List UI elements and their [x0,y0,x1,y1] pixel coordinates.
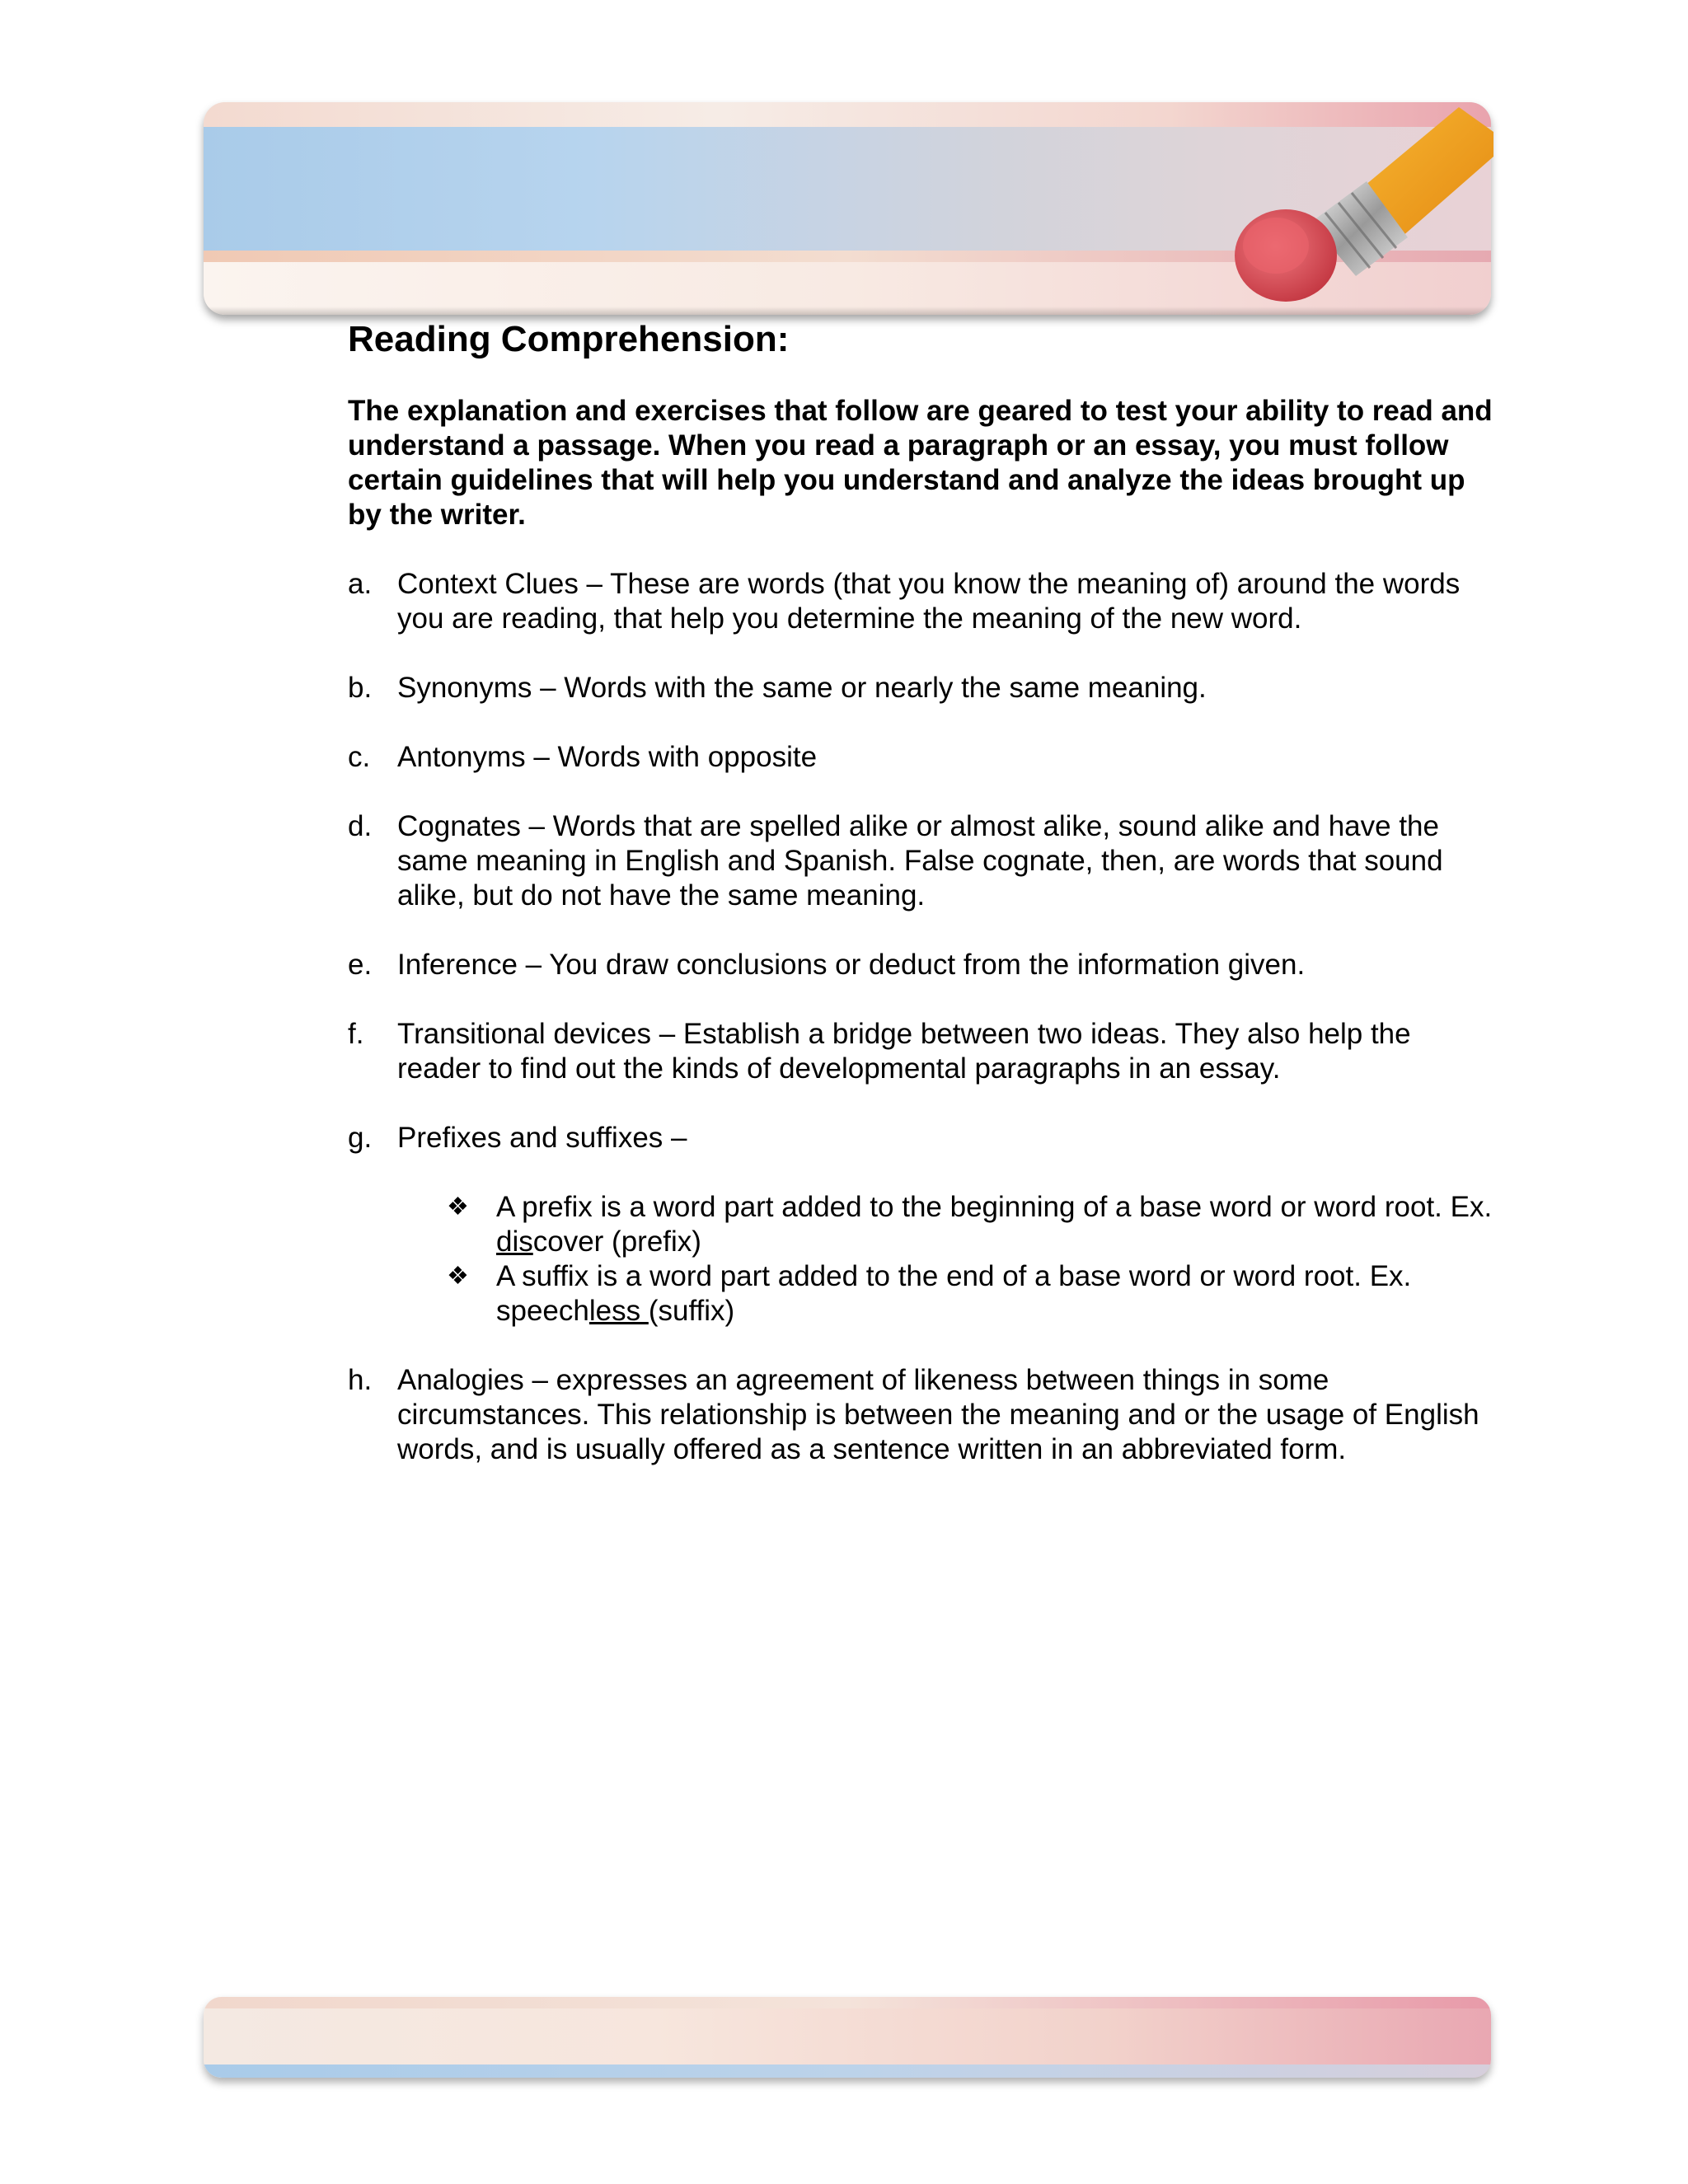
list-item-synonyms [348,671,1502,705]
terms-list [348,567,1502,1467]
intro-paragraph: The explanation and exercises that follow are geared to test your ability to read and understand a passage. When you read a paragraph or an essay, you must follow certain guidelines that will help you understand and analyze the ideas brought up by the writer. [348,395,1493,531]
list-item-context-clues [348,567,1502,636]
document-body [348,313,1502,1502]
term-text: Antonyms – Words with opposite [397,741,818,773]
list-marker: b. [348,672,373,704]
footer-band-blue [204,2064,1491,2078]
list-marker: c. [348,741,371,773]
list-item-cognates [348,809,1502,913]
affix-sub-list [447,1190,1502,1329]
list-item-prefixes-suffixes [348,1121,1502,1329]
list-marker: a. [348,568,373,600]
term-text: Analogies – expresses an agreement of likeness between things in some circumstances. This relationship is between the meaning and or the usage of English words, and is usually offered as a sentence written in an abbreviated form. [397,1364,1479,1465]
term-text: Transitional devices – Establish a bridge between two ideas. They also help the reader to find out the kinds of developmental paragraphs in an essay. [397,1018,1411,1085]
sub-item-suffix [447,1259,1502,1329]
affix-text-rest: cover (prefix) [532,1226,701,1258]
sub-item-prefix [447,1190,1502,1259]
underlined-word-part: dis [496,1226,533,1258]
page-title: Reading Comprehension: [348,319,790,359]
term-text: Prefixes and suffixes – [397,1122,687,1154]
term-text: Inference – You draw conclusions or deduct from the information given. [397,949,1306,981]
list-marker: f. [348,1018,364,1050]
list-item-transitional-devices [348,1017,1502,1086]
list-marker: e. [348,949,373,981]
underlined-word-part: less [588,1295,649,1327]
footer-band-top [204,1997,1491,2008]
diamond-bullet-icon: ❖ [447,1193,469,1221]
diamond-bullet-icon: ❖ [447,1263,469,1290]
list-marker: d. [348,810,373,842]
affix-text-lead: A suffix is a word part added to the end of a base word or word root. Ex. speech [496,1260,1412,1327]
affix-text-rest: (suffix) [648,1295,735,1327]
list-marker: g. [348,1122,373,1154]
list-item-analogies [348,1363,1502,1467]
list-marker: h. [348,1364,373,1396]
term-text: Cognates – Words that are spelled alike or almost alike, sound alike and have the same meaning in English and Spanish. False cognate, then, are words that sound alike, but do not have the same meaning. [397,810,1443,912]
pencil-eraser-icon [1187,99,1500,313]
term-text: Context Clues – These are words (that you know the meaning of) around the words you are reading, that help you determine the meaning of the new word. [397,568,1461,635]
footer-banner [204,1997,1491,2078]
list-item-antonyms [348,740,1502,775]
affix-text-lead: A prefix is a word part added to the beginning of a base word or word root. Ex. [496,1191,1493,1223]
term-text: Synonyms – Words with the same or nearly the same meaning. [397,672,1207,704]
list-item-inference [348,948,1502,982]
